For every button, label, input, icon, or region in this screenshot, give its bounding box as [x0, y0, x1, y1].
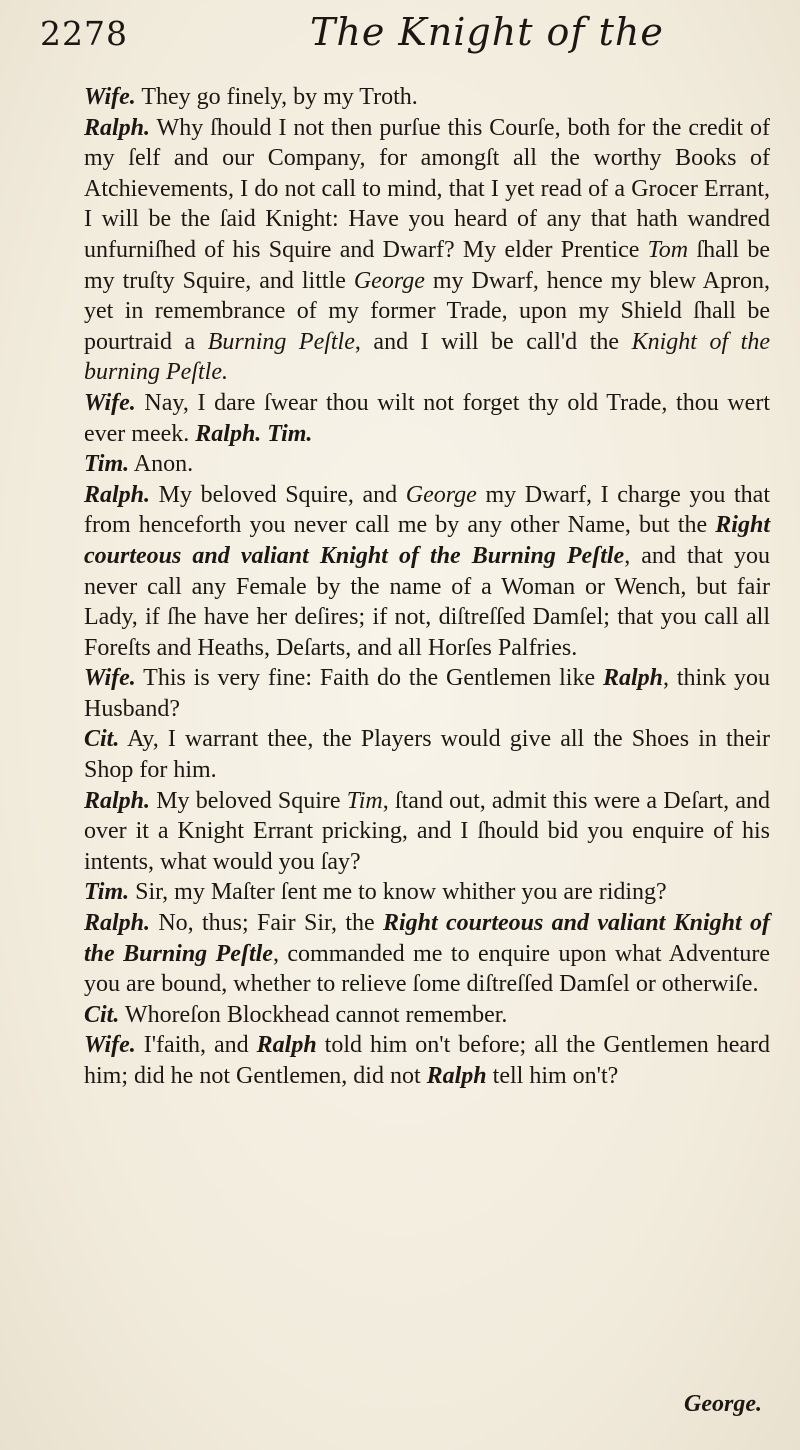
emphasized-text: Ralph.	[84, 787, 151, 814]
text-run: my Dwarf, I charge you that from henceforth you never call me by any other Name, but the	[84, 481, 771, 539]
emphasized-text: Cit.	[84, 726, 120, 753]
text-run: This is very fine: Faith do the Gentlemen like	[135, 665, 603, 692]
text-run: My beloved Squire, and	[150, 481, 406, 508]
catchword: George.	[684, 1391, 762, 1417]
play-text	[84, 82, 770, 1092]
text-run: No, thus; Fair Sir, the	[150, 910, 383, 937]
emphasized-text: Ralph.	[84, 114, 151, 141]
text-run: Whoreſon Blockhead cannot remember.	[119, 1001, 508, 1028]
text-paragraph	[84, 82, 770, 113]
text-paragraph	[84, 113, 770, 388]
emphasized-text: Wife.	[84, 665, 136, 692]
emphasized-text: Ralph	[256, 1032, 317, 1059]
text-run: ſhall be my truſty Squire, and little	[84, 236, 770, 294]
emphasized-text: Ralph.	[84, 910, 151, 937]
emphasized-text: Cit.	[84, 1001, 120, 1028]
text-run: Why ſhould I not then purſue this Courſe, both for the credit of my ſelf and our Company, for amongſt all the worthy Books of Atchievements, I do not call to mind, that I yet read of a Grocer Errant, I will be the ſaid Knight: Have you heard of any that hath wandred unfurniſhed of his Squire and Dwarf? My elder Prentice	[84, 114, 770, 263]
text-paragraph	[84, 388, 770, 449]
text-run: , commanded me to enquire upon what Adventure you are bound, whether to relieve ſome diſtreſſed Damſel or otherwiſe.	[84, 940, 770, 998]
text-run: tell him on't?	[486, 1063, 619, 1089]
emphasized-text: Ralph	[426, 1063, 487, 1089]
text-paragraph	[84, 449, 770, 480]
emphasized-text: Tim.	[84, 451, 130, 478]
text-run: , ſtand out, admit this were a Deſart, and over it a Knight Errant pricking, and I ſhould bid you enquire of his intents, what would you ſay?	[84, 787, 770, 875]
text-paragraph	[84, 1000, 770, 1031]
text-run: my Dwarf, hence my blew Apron, yet in remembrance of my former Trade, upon my Shield ſhall be pourtraid a	[84, 267, 770, 355]
text-paragraph	[84, 908, 770, 1000]
text-paragraph	[84, 480, 770, 664]
text-paragraph	[84, 877, 770, 908]
italic-text: George	[353, 267, 425, 294]
emphasized-text: Ralph	[602, 665, 663, 692]
italic-text: Tim	[346, 787, 383, 814]
emphasized-text: Right courteous and valiant Knight of the Burning Peſtle	[84, 910, 770, 967]
text-paragraph	[84, 786, 770, 878]
italic-text: Burning Peſtle	[207, 328, 355, 355]
emphasized-text: Wife.	[84, 1032, 136, 1059]
text-run: Anon.	[129, 451, 194, 478]
emphasized-text: Tim.	[84, 879, 130, 906]
text-run: , and that you never call any Female by the name of a Woman or Wench, but fair Lady, if ſhe have her deſires; if not, diſtreſſed Damſel; that you call all Foreſts and Heaths, Deſarts, and all Horſes Palfries.	[84, 542, 771, 661]
italic-text: George	[405, 481, 477, 508]
text-run: told him on't before; all the Gentlemen heard him; did he not Gentlemen, did not	[84, 1032, 770, 1089]
text-run: Ay, I warrant thee, the Players would give all the Shoes in their Shop for him.	[84, 726, 770, 784]
text-run: Nay, I dare ſwear thou wilt not forget thy old Trade, thou wert ever meek.	[84, 389, 770, 447]
emphasized-text: Ralph.	[84, 481, 151, 508]
text-paragraph	[84, 724, 770, 785]
running-title: The Knight of the	[310, 10, 664, 54]
emphasized-text: Wife.	[84, 389, 136, 416]
italic-text: Tom	[647, 236, 689, 263]
text-run: My beloved Squire	[150, 787, 347, 814]
page-number: 2278	[40, 14, 128, 53]
text-paragraph	[84, 663, 770, 724]
italic-text: Knight of the burning Peſtle.	[84, 328, 771, 386]
emphasized-text: Wife.	[84, 84, 136, 110]
text-run: , think you Husband?	[84, 665, 770, 722]
emphasized-text: Right courteous and valiant Knight of the Burning Peſtle	[84, 512, 770, 569]
text-run: Sir, my Maſter ſent me to know whither you are riding?	[129, 879, 667, 906]
text-paragraph	[84, 1030, 770, 1091]
text-run: They go finely, by my Troth.	[135, 84, 418, 110]
text-run: , and I will be call'd the	[354, 328, 632, 355]
text-run: I'faith, and	[135, 1032, 257, 1059]
emphasized-text: Ralph. Tim.	[195, 420, 313, 447]
page-header	[40, 8, 760, 72]
